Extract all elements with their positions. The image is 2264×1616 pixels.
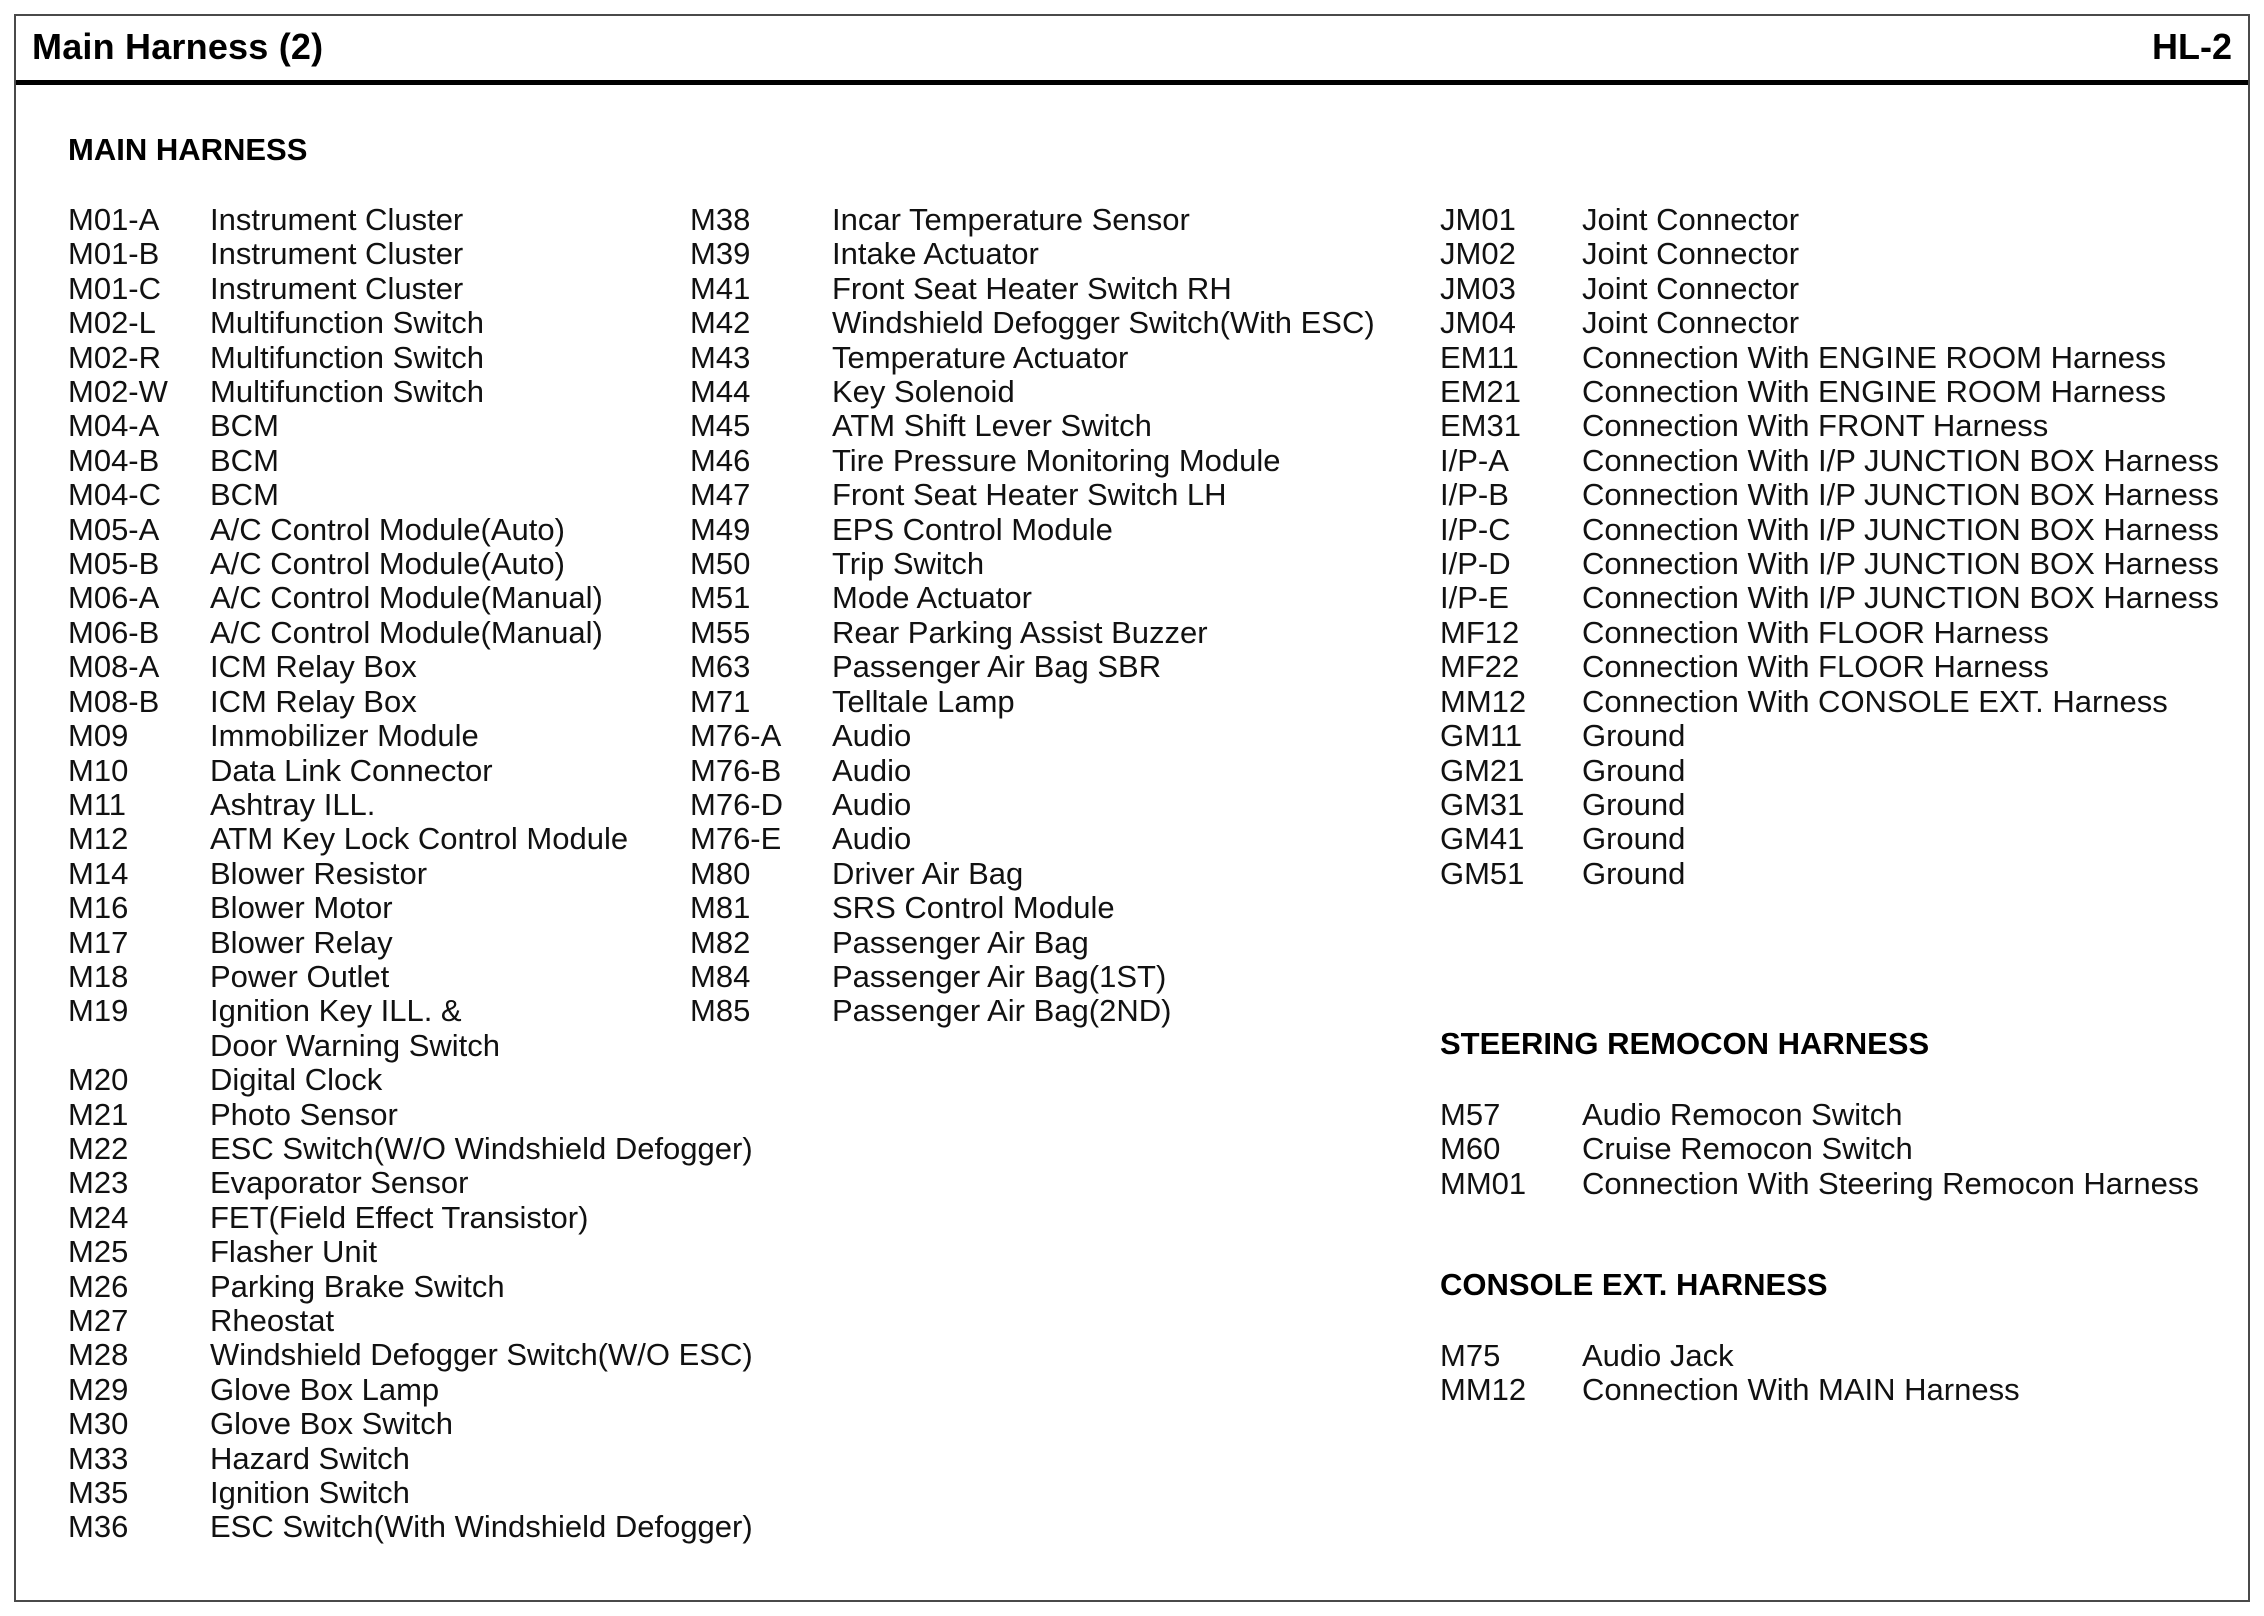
connector-code: MF12: [1440, 614, 1520, 650]
connector-entry: [690, 685, 1375, 719]
connector-entry: [68, 203, 753, 237]
connector-entry: [690, 581, 1375, 615]
connector-code: M02-L: [68, 305, 156, 341]
connector-entry: [1440, 1167, 2199, 1201]
connector-name: FET(Field Effect Transistor): [210, 1199, 589, 1235]
connector-entry: [1440, 1098, 2199, 1132]
connector-entry: [68, 1132, 753, 1166]
connector-entry: [68, 306, 753, 340]
connector-entry: [690, 341, 1375, 375]
connector-code: M04-C: [68, 477, 162, 513]
connector-entry: [1440, 547, 2219, 581]
connector-name: Driver Air Bag: [832, 855, 1024, 891]
connector-entry: [68, 1510, 753, 1544]
connector-entry: [690, 306, 1375, 340]
connector-name: Rear Parking Assist Buzzer: [832, 614, 1208, 650]
connector-name: Evaporator Sensor: [210, 1165, 469, 1201]
connector-name: Passenger Air Bag(1ST): [832, 958, 1167, 994]
connector-entry: [1440, 788, 2219, 822]
connector-code: M29: [68, 1371, 129, 1407]
connector-code: M76-E: [690, 821, 782, 857]
connector-name: ATM Key Lock Control Module: [210, 821, 629, 857]
connector-entry: [1440, 754, 2219, 788]
connector-name: Audio: [832, 786, 912, 822]
connector-name: Ground: [1582, 718, 1686, 754]
connector-code: M44: [690, 374, 751, 410]
connector-code: GM31: [1440, 786, 1525, 822]
connector-code: M20: [68, 1062, 129, 1098]
connector-entry: [690, 616, 1375, 650]
connector-code: M55: [690, 614, 751, 650]
connector-entry: [68, 822, 753, 856]
connector-code: M08-B: [68, 683, 160, 719]
connector-code: M04-B: [68, 442, 160, 478]
connector-name: Joint Connector: [1582, 202, 1800, 237]
connector-name: Intake Actuator: [832, 236, 1039, 272]
connector-name: Trip Switch: [832, 546, 985, 582]
connector-entry: [690, 788, 1375, 822]
connector-entry: [1440, 272, 2219, 306]
connector-entry: [68, 478, 753, 512]
connector-name: Connection With I/P JUNCTION BOX Harness: [1582, 511, 2219, 547]
connector-name: Ignition Key ILL. & Door Warning Switch: [210, 993, 501, 1063]
connector-name: ICM Relay Box: [210, 649, 417, 685]
connector-entry: [68, 788, 753, 822]
connector-name: ESC Switch(With Windshield Defogger): [210, 1509, 753, 1545]
connector-name: A/C Control Module(Manual): [210, 580, 603, 616]
connector-name: Blower Motor: [210, 890, 393, 926]
connector-name: BCM: [210, 477, 279, 513]
page-code: HL-2: [2152, 26, 2232, 67]
connector-code: M12: [68, 821, 129, 857]
connector-name: Incar Temperature Sensor: [832, 202, 1190, 237]
connector-code: MF22: [1440, 649, 1520, 685]
connector-name: ESC Switch(W/O Windshield Defogger): [210, 1130, 753, 1166]
connector-entry: [68, 341, 753, 375]
connector-entry: [1440, 203, 2219, 237]
connector-code: M49: [690, 511, 751, 547]
connector-name: Audio: [832, 821, 912, 857]
connector-code: M02-R: [68, 339, 162, 375]
connector-name: Ground: [1582, 821, 1686, 857]
connector-name: Connection With FLOOR Harness: [1582, 649, 2049, 685]
connector-entry: [690, 719, 1375, 753]
connector-code: M71: [690, 683, 751, 719]
connector-code: M50: [690, 546, 751, 582]
connector-name: Connection With I/P JUNCTION BOX Harness: [1582, 477, 2219, 513]
connector-entry: [690, 409, 1375, 443]
connector-code: M06-B: [68, 614, 160, 650]
connector-name: Blower Relay: [210, 924, 393, 960]
connector-entry: [68, 1373, 753, 1407]
connector-code: M81: [690, 890, 751, 926]
connector-code: M06-A: [68, 580, 160, 616]
connector-code: I/P-C: [1440, 511, 1511, 547]
connector-name: Ground: [1582, 752, 1686, 788]
connector-entry: [68, 581, 753, 615]
connector-name: Passenger Air Bag SBR: [832, 649, 1162, 685]
connector-entry: [690, 994, 1375, 1028]
connector-code: M30: [68, 1406, 129, 1442]
connector-code: EM11: [1440, 339, 1519, 375]
connector-name: Instrument Cluster: [210, 236, 464, 272]
connector-name: Ground: [1582, 786, 1686, 822]
connector-name: Joint Connector: [1582, 236, 1800, 272]
connector-entry: [690, 857, 1375, 891]
connector-name: SRS Control Module: [832, 890, 1115, 926]
connector-code: EM21: [1440, 374, 1521, 410]
connector-code: M36: [68, 1509, 129, 1545]
connector-name: ATM Shift Lever Switch: [832, 408, 1152, 444]
connector-entry: [68, 1304, 753, 1338]
connector-entry: [1440, 581, 2219, 615]
connector-entry: [68, 1442, 753, 1476]
connector-code: M84: [690, 958, 751, 994]
connector-name: Instrument Cluster: [210, 270, 464, 306]
connector-entry: [1440, 650, 2219, 684]
connector-entry: [68, 409, 753, 443]
connector-name: Instrument Cluster: [210, 202, 464, 237]
connector-name: Connection With MAIN Harness: [1582, 1372, 2020, 1408]
connector-name: Power Outlet: [210, 958, 390, 994]
main-harness-column-2: [690, 203, 1375, 1029]
connector-name: Passenger Air Bag(2ND): [832, 993, 1172, 1029]
connector-entry: [68, 1098, 753, 1132]
connector-name: Joint Connector: [1582, 270, 1800, 306]
connector-name: Digital Clock: [210, 1062, 383, 1098]
connector-name: Connection With Steering Remocon Harness: [1582, 1165, 2199, 1201]
connector-name: Audio: [832, 752, 912, 788]
connector-code: M05-B: [68, 546, 160, 582]
connector-name: Audio Remocon Switch: [1582, 1097, 1903, 1132]
connector-name: Windshield Defogger Switch(W/O ESC): [210, 1337, 753, 1373]
connector-entry: [690, 754, 1375, 788]
connector-entry: [1440, 478, 2219, 512]
connector-code: M45: [690, 408, 751, 444]
connector-name: A/C Control Module(Auto): [210, 546, 565, 582]
connector-name: Ignition Switch: [210, 1475, 410, 1511]
connector-code: M46: [690, 442, 751, 478]
connector-name: Glove Box Switch: [210, 1406, 453, 1442]
connector-entry: [690, 822, 1375, 856]
connector-entry: [68, 444, 753, 478]
connector-name: Data Link Connector: [210, 752, 493, 788]
connector-code: M28: [68, 1337, 129, 1373]
connector-name: Connection With FLOOR Harness: [1582, 614, 2049, 650]
connector-code: M05-A: [68, 511, 160, 547]
connector-entry: [690, 203, 1375, 237]
connector-code: M38: [690, 202, 751, 237]
connector-entry: [690, 926, 1375, 960]
connector-name: Connection With CONSOLE EXT. Harness: [1582, 683, 2168, 719]
connector-code: M76-A: [690, 718, 782, 754]
connector-name: Connection With I/P JUNCTION BOX Harness: [1582, 442, 2219, 478]
connector-code: GM41: [1440, 821, 1525, 857]
connector-code: I/P-B: [1440, 477, 1509, 513]
connector-code: M18: [68, 958, 129, 994]
connector-code: M02-W: [68, 374, 168, 410]
connector-code: M08-A: [68, 649, 160, 685]
connector-name: Connection With FRONT Harness: [1582, 408, 2049, 444]
connector-name: Hazard Switch: [210, 1440, 410, 1476]
connector-entry: [1440, 1373, 2020, 1407]
connector-code: JM01: [1440, 202, 1516, 237]
connector-name: Photo Sensor: [210, 1096, 398, 1132]
connector-code: M22: [68, 1130, 129, 1166]
connector-entry: [68, 650, 753, 684]
connector-name: BCM: [210, 408, 279, 444]
connector-code: M47: [690, 477, 751, 513]
connector-code: M27: [68, 1303, 129, 1338]
connector-code: GM51: [1440, 855, 1525, 891]
connector-code: M04-A: [68, 408, 160, 444]
connector-code: M01-C: [68, 270, 162, 306]
connector-entry: [1440, 857, 2219, 891]
main-harness-column-1: [68, 203, 753, 1545]
connector-name: Audio: [832, 718, 912, 754]
connector-entry: [68, 1063, 753, 1097]
connector-code: M51: [690, 580, 751, 616]
connector-entry: [690, 513, 1375, 547]
connector-code: M17: [68, 924, 129, 960]
section-title-steering-remocon-harness: STEERING REMOCON HARNESS: [1440, 1026, 1930, 1061]
connector-name: EPS Control Module: [832, 511, 1113, 547]
connector-name: Rheostat: [210, 1303, 335, 1338]
connector-entry: [690, 891, 1375, 925]
connector-entry: [1440, 409, 2219, 443]
connector-entry: [1440, 1339, 2020, 1373]
connector-name: Cruise Remocon Switch: [1582, 1131, 1913, 1167]
connector-name: Flasher Unit: [210, 1234, 378, 1270]
connector-entry: [690, 237, 1375, 271]
connector-entry: [1440, 685, 2219, 719]
connector-entry: [68, 513, 753, 547]
steering-remocon-list: [1440, 1098, 2199, 1201]
connector-code: M24: [68, 1199, 129, 1235]
connector-code: JM02: [1440, 236, 1516, 272]
connector-entry: [68, 1338, 753, 1372]
connector-entry: [68, 685, 753, 719]
connector-entry: [1440, 237, 2219, 271]
connector-code: M80: [690, 855, 751, 891]
connector-name: BCM: [210, 442, 279, 478]
connector-name: Blower Resistor: [210, 855, 428, 891]
connector-entry: [68, 1235, 753, 1269]
connector-entry: [1440, 341, 2219, 375]
connector-code: M21: [68, 1096, 129, 1132]
connector-entry: [1440, 1132, 2199, 1166]
connector-entry: [1440, 375, 2219, 409]
section-title-main-harness: MAIN HARNESS: [68, 132, 308, 167]
connector-code: M82: [690, 924, 751, 960]
connector-entry: [690, 960, 1375, 994]
connector-entry: [68, 272, 753, 306]
connector-name: Ashtray ILL.: [210, 786, 376, 822]
connector-entry: [68, 1201, 753, 1235]
connector-code: I/P-D: [1440, 546, 1511, 582]
connector-entry: [690, 444, 1375, 478]
connector-code: M23: [68, 1165, 129, 1201]
connector-entry: [690, 375, 1375, 409]
connector-name: Audio Jack: [1582, 1338, 1734, 1373]
connector-entry: [68, 994, 753, 1063]
connector-code: M39: [690, 236, 751, 272]
console-ext-list: [1440, 1339, 2020, 1408]
connector-code: M35: [68, 1475, 129, 1511]
connector-code: GM11: [1440, 718, 1523, 754]
connector-name: Joint Connector: [1582, 305, 1800, 341]
connector-name: Mode Actuator: [832, 580, 1032, 616]
connector-code: M09: [68, 718, 129, 754]
connector-entry: [68, 754, 753, 788]
connector-name: Connection With I/P JUNCTION BOX Harness: [1582, 580, 2219, 616]
page-header: [16, 16, 2248, 85]
connector-code: M57: [1440, 1097, 1501, 1132]
connector-code: M42: [690, 305, 751, 341]
connector-code: MM01: [1440, 1165, 1527, 1201]
connector-code: M10: [68, 752, 129, 788]
connector-entry: [68, 237, 753, 271]
connector-code: M85: [690, 993, 751, 1029]
connector-name: A/C Control Module(Manual): [210, 614, 603, 650]
connector-entry: [68, 1476, 753, 1510]
section-title-console-ext-harness: CONSOLE EXT. HARNESS: [1440, 1267, 1828, 1302]
connector-code: JM03: [1440, 270, 1516, 306]
main-harness-column-3: [1440, 203, 2219, 891]
connector-code: M33: [68, 1440, 129, 1476]
connector-entry: [1440, 616, 2219, 650]
connector-name: Passenger Air Bag: [832, 924, 1089, 960]
connector-name: Multifunction Switch: [210, 374, 484, 410]
connector-name: Glove Box Lamp: [210, 1371, 440, 1407]
connector-name: Multifunction Switch: [210, 339, 484, 375]
connector-entry: [68, 547, 753, 581]
connector-name: Front Seat Heater Switch LH: [832, 477, 1227, 513]
connector-entry: [68, 1270, 753, 1304]
connector-entry: [68, 616, 753, 650]
connector-code: M75: [1440, 1338, 1501, 1373]
connector-entry: [1440, 444, 2219, 478]
connector-code: MM12: [1440, 1372, 1527, 1408]
connector-code: M25: [68, 1234, 129, 1270]
connector-name: Multifunction Switch: [210, 305, 484, 341]
connector-name: Key Solenoid: [832, 374, 1015, 410]
connector-entry: [690, 272, 1375, 306]
connector-code: M01-B: [68, 236, 160, 272]
connector-name: Connection With I/P JUNCTION BOX Harness: [1582, 546, 2219, 582]
connector-code: JM04: [1440, 305, 1516, 341]
connector-code: M43: [690, 339, 751, 375]
connector-code: GM21: [1440, 752, 1525, 788]
connector-code: M76-B: [690, 752, 782, 788]
connector-name: Temperature Actuator: [832, 339, 1129, 375]
connector-name: Connection With ENGINE ROOM Harness: [1582, 339, 2167, 375]
connector-entry: [68, 1407, 753, 1441]
connector-entry: [68, 891, 753, 925]
connector-code: M63: [690, 649, 751, 685]
connector-name: Parking Brake Switch: [210, 1268, 505, 1304]
connector-code: M14: [68, 855, 129, 891]
connector-code: EM31: [1440, 408, 1521, 444]
connector-entry: [68, 857, 753, 891]
connector-name: Immobilizer Module: [210, 718, 479, 754]
connector-code: I/P-A: [1440, 442, 1509, 478]
connector-code: M26: [68, 1268, 129, 1304]
connector-entry: [1440, 306, 2219, 340]
connector-entry: [68, 719, 753, 753]
connector-entry: [690, 478, 1375, 512]
connector-entry: [1440, 822, 2219, 856]
connector-name: A/C Control Module(Auto): [210, 511, 565, 547]
connector-entry: [68, 960, 753, 994]
connector-code: I/P-E: [1440, 580, 1509, 616]
connector-entry: [68, 375, 753, 409]
connector-name: Front Seat Heater Switch RH: [832, 270, 1232, 306]
connector-code: M76-D: [690, 786, 784, 822]
connector-code: MM12: [1440, 683, 1527, 719]
connector-code: M16: [68, 890, 129, 926]
connector-code: M19: [68, 993, 129, 1029]
connector-name: Tire Pressure Monitoring Module: [832, 442, 1281, 478]
connector-name: Windshield Defogger Switch(With ESC): [832, 305, 1375, 341]
connector-name: Ground: [1582, 855, 1686, 891]
connector-name: ICM Relay Box: [210, 683, 417, 719]
connector-name: Connection With ENGINE ROOM Harness: [1582, 374, 2167, 410]
connector-entry: [690, 650, 1375, 684]
connector-entry: [68, 926, 753, 960]
connector-code: M11: [68, 786, 127, 822]
connector-entry: [690, 547, 1375, 581]
page-title: Main Harness (2): [32, 26, 324, 67]
connector-entry: [1440, 513, 2219, 547]
connector-entry: [68, 1166, 753, 1200]
connector-entry: [1440, 719, 2219, 753]
connector-name: Telltale Lamp: [832, 683, 1015, 719]
connector-code: M60: [1440, 1131, 1501, 1167]
connector-code: M41: [690, 270, 751, 306]
connector-code: M01-A: [68, 202, 160, 237]
